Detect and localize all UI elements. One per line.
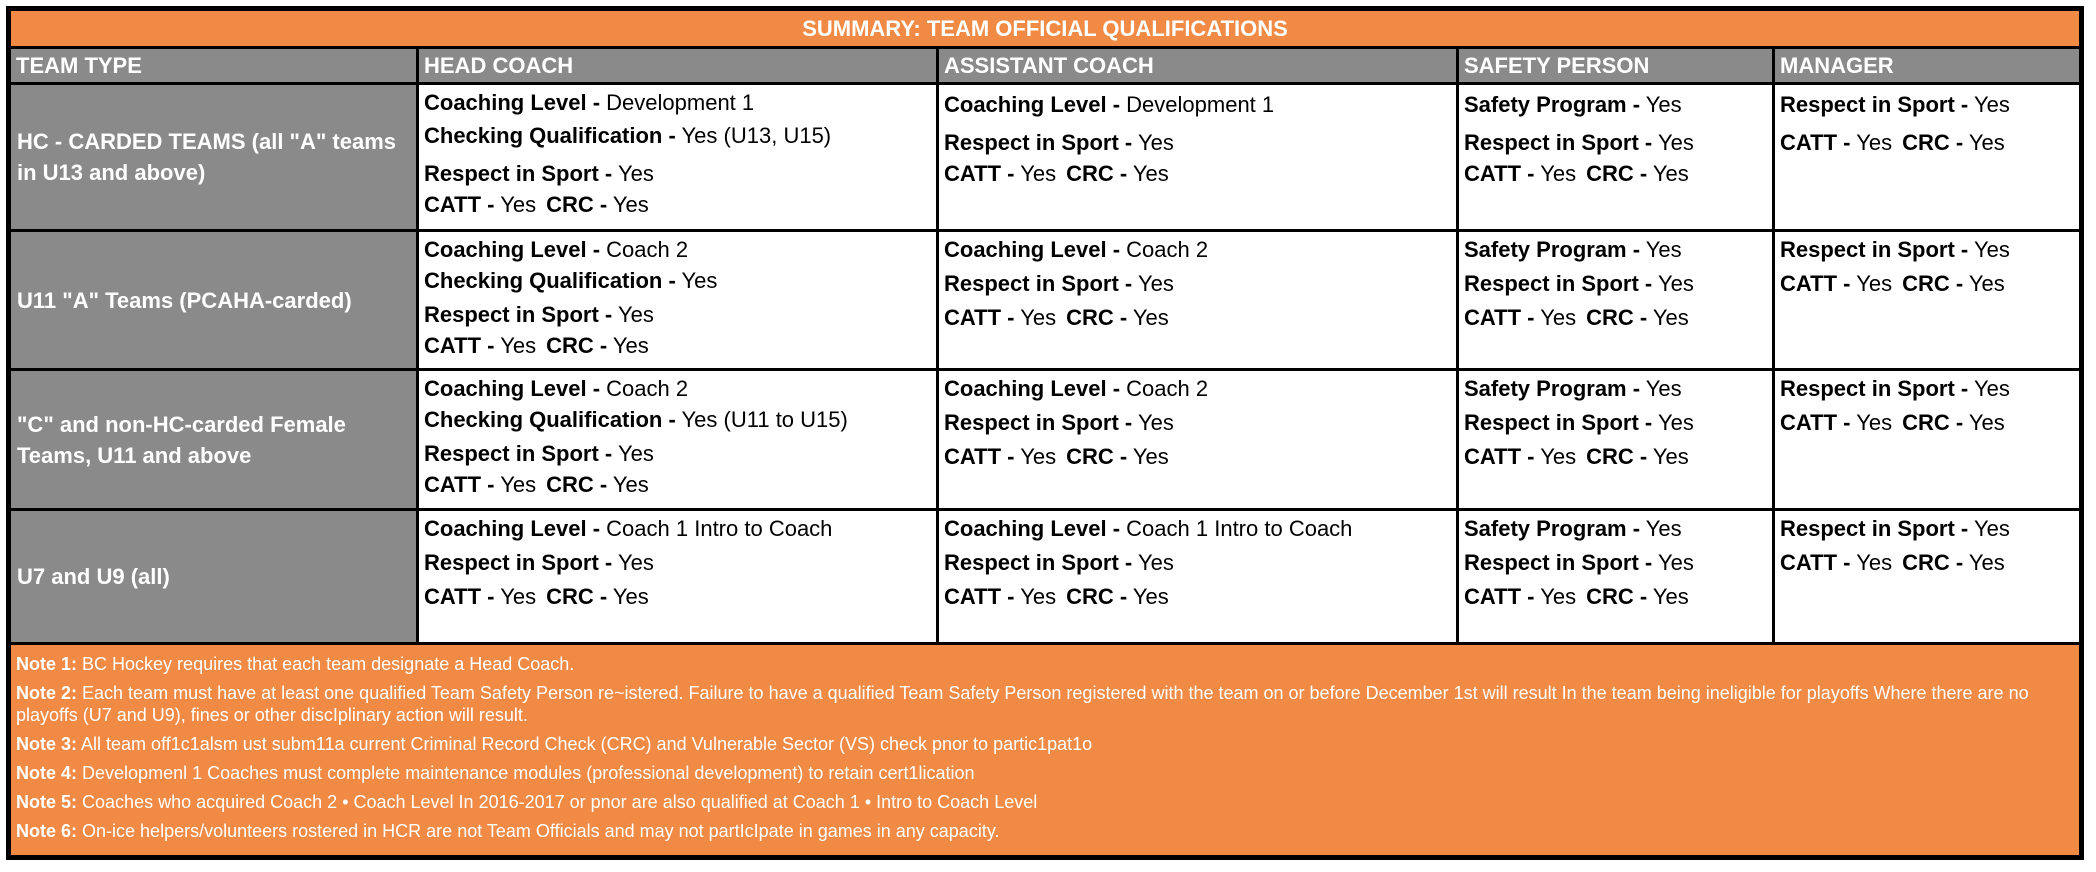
coaching-level-line: [424, 373, 936, 404]
respect-line: [1464, 407, 1772, 441]
row-1-manager: [1775, 85, 2079, 229]
value: Yes: [1132, 161, 1169, 186]
value: Yes: [1645, 376, 1682, 401]
value: Yes: [500, 584, 537, 609]
row-1-team-type: [11, 85, 416, 229]
catt-crc-line: [1464, 441, 1772, 472]
value: Coach 1 Intro to Coach: [1126, 516, 1353, 541]
value: Yes (U11 to U15): [681, 407, 848, 432]
value: Yes: [1968, 130, 2005, 155]
row-2-manager: [1775, 232, 2079, 368]
row-4-head-coach: [419, 511, 936, 642]
label: Checking Qualification -: [424, 123, 676, 148]
coaching-level-line: [944, 373, 1456, 407]
value: Yes: [1968, 550, 2005, 575]
catt-crc-line: [1464, 581, 1772, 612]
label: CATT -: [944, 305, 1015, 330]
label: Respect in Sport -: [1464, 271, 1653, 296]
label: Coaching Level -: [944, 376, 1121, 401]
label: CRC -: [1066, 584, 1128, 609]
label: Respect in Sport -: [1780, 516, 1969, 541]
row-2-safety-person: [1459, 232, 1772, 368]
safety-line: [1464, 234, 1772, 268]
coaching-level-line: [424, 513, 936, 547]
qualifications-table: [6, 6, 2084, 860]
row-2-team-type: [11, 232, 416, 368]
label: Coaching Level -: [944, 237, 1121, 262]
label: CATT -: [424, 192, 495, 217]
label: CRC -: [1902, 130, 1964, 155]
label: CATT -: [944, 161, 1015, 186]
row-4-assistant-coach: [939, 511, 1456, 642]
value: Yes: [617, 441, 654, 466]
value: Yes: [1652, 305, 1689, 330]
label: Respect in Sport -: [424, 550, 613, 575]
value: Yes: [1132, 584, 1169, 609]
label: CRC -: [546, 333, 608, 358]
respect-line: [944, 127, 1456, 158]
value: Development 1: [1126, 92, 1275, 117]
label: CRC -: [1066, 305, 1128, 330]
row-2-head-coach: [419, 232, 936, 368]
value: Yes: [1652, 444, 1689, 469]
label: CATT -: [1464, 444, 1535, 469]
catt-crc-line: [1464, 158, 1772, 189]
note-label: Note 2:: [16, 683, 78, 703]
label: CRC -: [1902, 410, 1964, 435]
safety-line: [1464, 513, 1772, 547]
row-4-team-type: [11, 511, 416, 642]
value: Yes: [612, 333, 649, 358]
row-3-safety-person: [1459, 371, 1772, 508]
catt-crc-line: [1780, 547, 2079, 578]
value: Yes: [1973, 237, 2010, 262]
catt-crc-line: [424, 581, 936, 612]
value: Yes: [1652, 161, 1689, 186]
row-3-head-coach: [419, 371, 936, 508]
label: CATT -: [944, 584, 1015, 609]
note-label: Note 6:: [16, 821, 78, 841]
respect-line: [944, 407, 1456, 441]
note-label: Note 5:: [16, 792, 78, 812]
value: Yes: [1968, 410, 2005, 435]
label: CRC -: [546, 584, 608, 609]
coaching-level-line: [424, 234, 936, 265]
label: Respect in Sport -: [1780, 92, 1969, 117]
catt-crc-line: [944, 441, 1456, 472]
value: Coach 2: [606, 237, 689, 262]
value: Yes: [617, 161, 654, 186]
header-manager: MANAGER: [1775, 49, 2079, 82]
value: Yes: [1973, 92, 2010, 117]
note-3: [16, 733, 2074, 755]
label: CATT -: [1780, 550, 1851, 575]
value: Yes: [1856, 130, 1893, 155]
value: Yes: [1645, 237, 1682, 262]
row-3-team-type: [11, 371, 416, 508]
row-1-assistant-coach: [939, 85, 1456, 229]
value: Yes: [1020, 305, 1057, 330]
catt-crc-line: [944, 581, 1456, 612]
row-1-head-coach: [419, 85, 936, 229]
value: Yes: [1020, 584, 1057, 609]
team-type-text: "C" and non-HC-carded Female Teams, U11 and above: [17, 411, 346, 468]
value: Yes: [1657, 130, 1694, 155]
row-2-assistant-coach: [939, 232, 1456, 368]
note-6: [16, 820, 2074, 842]
label: CATT -: [1780, 271, 1851, 296]
label: CATT -: [1464, 161, 1535, 186]
value: Yes: [1540, 161, 1577, 186]
label: Coaching Level -: [944, 92, 1121, 117]
table-title: SUMMARY: TEAM OFFICIAL QUALIFICATIONS: [11, 11, 2079, 46]
header-team-type: TEAM TYPE: [11, 49, 416, 82]
catt-crc-line: [424, 330, 936, 361]
respect-line: [1780, 234, 2079, 268]
header-assistant-coach: ASSISTANT COACH: [939, 49, 1456, 82]
label: Coaching Level -: [424, 376, 601, 401]
label: Coaching Level -: [424, 90, 601, 115]
value: Yes: [1645, 92, 1682, 117]
value: Yes: [1657, 271, 1694, 296]
header-head-coach: HEAD COACH: [419, 49, 936, 82]
value: Yes: [1132, 444, 1169, 469]
note-5: [16, 791, 2074, 813]
value: Yes: [1657, 550, 1694, 575]
respect-line: [944, 547, 1456, 581]
value: Yes: [500, 333, 537, 358]
checking-line: [424, 404, 936, 438]
coaching-level-line: [944, 234, 1456, 268]
label: CATT -: [1780, 130, 1851, 155]
coaching-level-line: [944, 513, 1456, 547]
label: CATT -: [1780, 410, 1851, 435]
label: Respect in Sport -: [944, 410, 1133, 435]
team-type-text: U11 "A" Teams (PCAHA-carded): [17, 287, 352, 313]
row-4-safety-person: [1459, 511, 1772, 642]
label: Respect in Sport -: [424, 441, 613, 466]
value: Yes (U13, U15): [681, 123, 832, 148]
label: Respect in Sport -: [1464, 550, 1653, 575]
value: Yes: [1137, 410, 1174, 435]
label: CRC -: [1066, 161, 1128, 186]
catt-crc-line: [1464, 302, 1772, 333]
label: Safety Program -: [1464, 92, 1641, 117]
row-3-assistant-coach: [939, 371, 1456, 508]
value: Yes: [1968, 271, 2005, 296]
value: Yes: [1137, 130, 1174, 155]
catt-crc-line: [944, 302, 1456, 333]
note-text: Each team must have at least one qualified Team Safety Person re~istered. Failure to have a qualified Team Safety Person registered with the team on or before December 1st will result In the team being ineligible for playoffs Where there are no playoffs (U7 and U9), fines or other discIplinary action will result.: [16, 683, 2029, 725]
note-label: Note 4:: [16, 763, 78, 783]
value: Yes: [1652, 584, 1689, 609]
label: CRC -: [546, 192, 608, 217]
label: Respect in Sport -: [424, 302, 613, 327]
value: Yes: [617, 302, 654, 327]
value: Yes: [1657, 410, 1694, 435]
label: Respect in Sport -: [1464, 410, 1653, 435]
label: CRC -: [1586, 584, 1648, 609]
note-label: Note 1:: [16, 654, 78, 674]
label: Respect in Sport -: [424, 161, 613, 186]
value: Yes: [612, 584, 649, 609]
respect-line: [1780, 373, 2079, 407]
label: Respect in Sport -: [944, 271, 1133, 296]
value: Yes: [612, 192, 649, 217]
label: Safety Program -: [1464, 237, 1641, 262]
catt-crc-line: [1780, 407, 2079, 438]
value: Yes: [1137, 271, 1174, 296]
label: Respect in Sport -: [944, 550, 1133, 575]
note-text: BC Hockey requires that each team designate a Head Coach.: [82, 654, 575, 674]
label: Respect in Sport -: [1464, 130, 1653, 155]
value: Coach 2: [1126, 376, 1209, 401]
value: Yes: [1132, 305, 1169, 330]
respect-line: [424, 438, 936, 469]
header-safety-person: SAFETY PERSON: [1459, 49, 1772, 82]
respect-line: [1780, 513, 2079, 547]
label: CATT -: [424, 333, 495, 358]
label: CRC -: [1066, 444, 1128, 469]
label: Checking Qualification -: [424, 407, 676, 432]
value: Yes: [1973, 516, 2010, 541]
value: Yes: [1020, 161, 1057, 186]
value: Yes: [1973, 376, 2010, 401]
label: CATT -: [1464, 584, 1535, 609]
respect-line: [1780, 87, 2079, 127]
value: Yes: [1540, 584, 1577, 609]
value: Coach 2: [606, 376, 689, 401]
label: Respect in Sport -: [1780, 237, 1969, 262]
value: Coach 2: [1126, 237, 1209, 262]
label: CRC -: [1902, 271, 1964, 296]
notes-section: [11, 645, 2079, 855]
respect-line: [424, 547, 936, 581]
value: Coach 1 Intro to Coach: [606, 516, 833, 541]
label: CATT -: [424, 472, 495, 497]
catt-crc-line: [424, 189, 936, 220]
catt-crc-line: [1780, 268, 2079, 299]
value: Yes: [681, 268, 718, 293]
row-1-safety-person: [1459, 85, 1772, 229]
respect-line: [1464, 547, 1772, 581]
row-4-manager: [1775, 511, 2079, 642]
value: Yes: [612, 472, 649, 497]
note-text: Developmenl 1 Coaches must complete maintenance modules (professional development) to retain cert1lication: [82, 763, 975, 783]
value: Yes: [1137, 550, 1174, 575]
note-text: On-ice helpers/volunteers rostered in HCR are not Team Officials and may not partIcIpate in games in any capacity.: [82, 821, 1000, 841]
value: Yes: [500, 192, 537, 217]
checking-line: [424, 118, 936, 158]
catt-crc-line: [1780, 127, 2079, 158]
value: Yes: [1856, 271, 1893, 296]
label: Coaching Level -: [944, 516, 1121, 541]
note-text: All team off1c1alsm ust subm11a current Criminal Record Check (CRC) and Vulnerable Sector (VS) check pnor to partic1pat1o: [81, 734, 1093, 754]
label: CATT -: [944, 444, 1015, 469]
note-4: [16, 762, 2074, 784]
respect-line: [424, 158, 936, 189]
respect-line: [1464, 127, 1772, 158]
coaching-level-line: [944, 87, 1456, 127]
value: Yes: [1856, 410, 1893, 435]
label: Safety Program -: [1464, 516, 1641, 541]
value: Yes: [1540, 305, 1577, 330]
team-type-text: HC - CARDED TEAMS (all "A" teams in U13 and above): [17, 129, 397, 185]
label: Respect in Sport -: [944, 130, 1133, 155]
label: Checking Qualification -: [424, 268, 676, 293]
label: CRC -: [546, 472, 608, 497]
safety-line: [1464, 373, 1772, 407]
value: Yes: [1020, 444, 1057, 469]
respect-line: [424, 299, 936, 330]
value: Yes: [617, 550, 654, 575]
note-text: Coaches who acquired Coach 2 • Coach Level In 2016-2017 or pnor are also qualified at Coach 1 • Intro to Coach Level: [82, 792, 1038, 812]
label: CRC -: [1586, 305, 1648, 330]
value: Development 1: [606, 90, 755, 115]
coaching-level-line: [424, 87, 936, 118]
catt-crc-line: [944, 158, 1456, 189]
label: Coaching Level -: [424, 516, 601, 541]
label: Respect in Sport -: [1780, 376, 1969, 401]
label: CRC -: [1586, 444, 1648, 469]
row-3-manager: [1775, 371, 2079, 508]
checking-line: [424, 265, 936, 299]
label: CRC -: [1586, 161, 1648, 186]
note-label: Note 3:: [16, 734, 78, 754]
label: Safety Program -: [1464, 376, 1641, 401]
team-type-text: U7 and U9 (all): [17, 564, 170, 589]
value: Yes: [500, 472, 537, 497]
label: CRC -: [1902, 550, 1964, 575]
catt-crc-line: [424, 469, 936, 500]
value: Yes: [1856, 550, 1893, 575]
note-2: [16, 682, 2074, 726]
value: Yes: [1645, 516, 1682, 541]
label: Coaching Level -: [424, 237, 601, 262]
note-1: [16, 653, 2074, 675]
value: Yes: [1540, 444, 1577, 469]
respect-line: [944, 268, 1456, 302]
respect-line: [1464, 268, 1772, 302]
label: CATT -: [1464, 305, 1535, 330]
safety-line: [1464, 87, 1772, 127]
label: CATT -: [424, 584, 495, 609]
